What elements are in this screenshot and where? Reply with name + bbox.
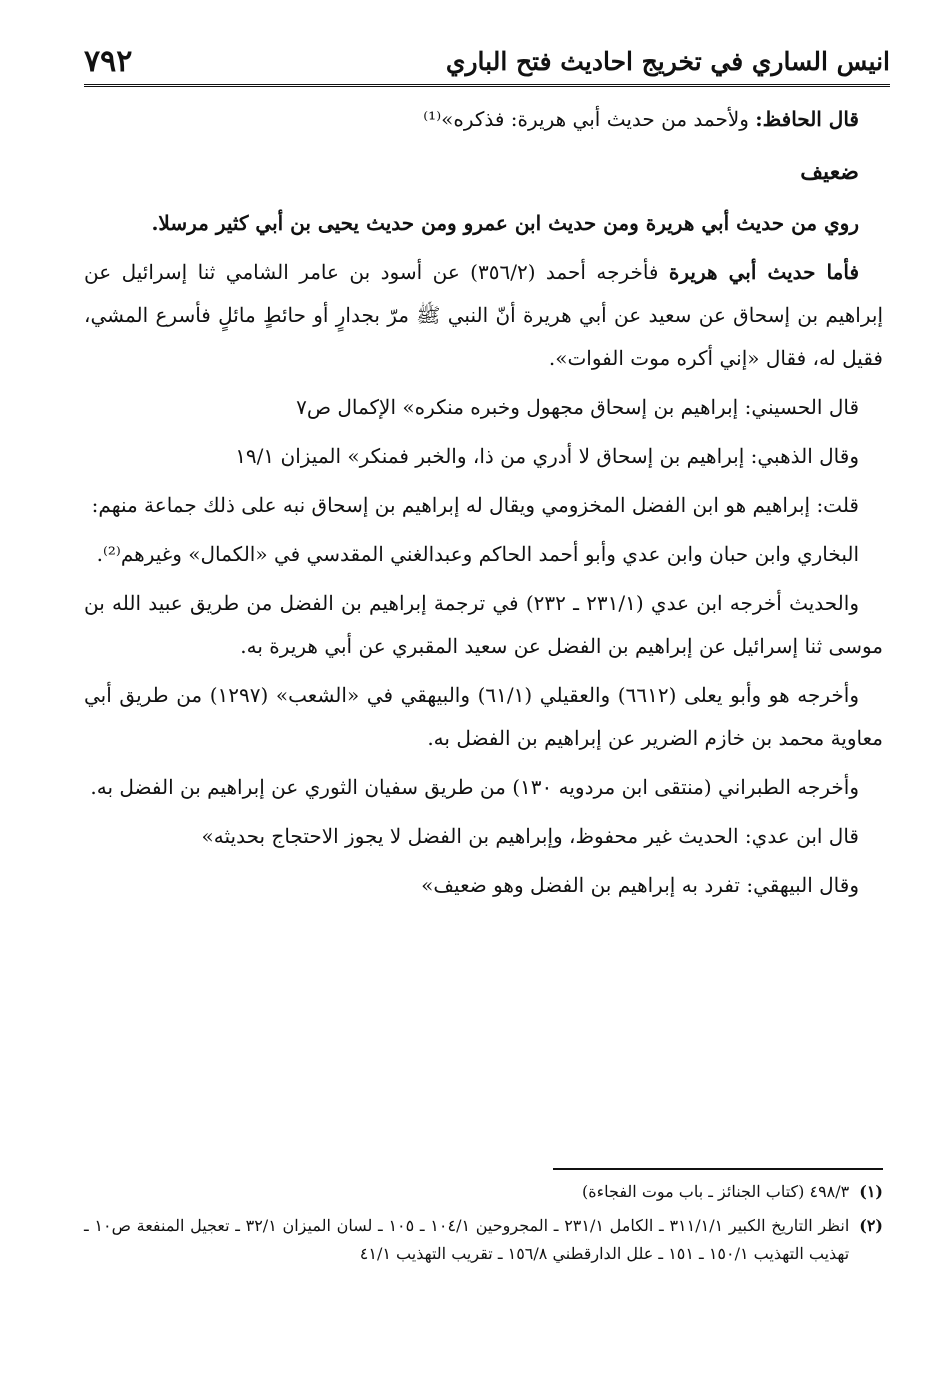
paragraph-note: قلت: إبراهيم هو ابن الفضل المخزومي ويقال له إبراهيم بن إسحاق نبه على ذلك جماعة منهم: — [91, 493, 859, 517]
footnote-mark: (١) — [859, 1182, 883, 1201]
footnote-text: ٤٩٨/٣ (كتاب الجنائز ـ باب موت الفجاءة) — [581, 1182, 850, 1201]
paragraph-tabarani: وأخرجه الطبراني (منتقى ابن مردويه ١٣٠) من طريق سفيان الثوري عن إبراهيم بن الفضل به. — [90, 775, 859, 799]
footnotes — [84, 1178, 883, 1274]
footnote — [84, 1178, 883, 1206]
paragraph-text: فأخرجه أحمد (٣٥٦/٢) عن أسود بن عامر الشامي ثنا إسرائيل عن إبراهيم بن إسحاق عن سعيد عن أبي هريرة أنّ النبي ﷺ مرّ بجدارٍ أو حائطٍ مائلٍ فأسرع المشي، فقيل له، فقال «إني أكره موت الفوات». — [84, 260, 883, 370]
paragraph-scholars: البخاري وابن حبان وابن عدي وأبو أحمد الحاكم وعبدالغني المقدسي في «الكمال» وغيرهم⁽²⁾. — [96, 542, 859, 566]
paragraph-husayni: قال الحسيني: إبراهيم بن إسحاق مجهول وخبره منكره» الإكمال ص٧ — [296, 395, 859, 419]
paragraph-hafiz-quote — [84, 98, 883, 141]
footnote-text: انظر التاريخ الكبير ٣١١/١/١ ـ الكامل ٢٣١/١ ـ المجروحين ١٠٤/١ ـ ١٠٥ ـ لسان الميزان ٣٢/١ ـ تعجيل المنفعة ص١٠ ـ تهذيب التهذيب ١٥٠/١ ـ ١٥١ ـ علل الدارقطني ١٥٦/٨ ـ تقريب التهذيب ٤١/١ — [84, 1216, 850, 1263]
paragraph-text: ولأحمد من حديث أبي هريرة: فذكره»⁽¹⁾ — [423, 107, 756, 131]
footnote-divider — [553, 1168, 883, 1170]
paragraph-dhahabi: وقال الذهبي: إبراهيم بن إسحاق لا أدري من ذا، والخبر فمنكر» الميزان ١٩/١ — [235, 444, 859, 468]
main-text — [84, 98, 883, 913]
footnote — [84, 1212, 883, 1268]
paragraph-lead: قال الحافظ: — [755, 107, 859, 131]
paragraph-bayhaqi-verdict: وقال البيهقي: تفرد به إبراهيم بن الفضل وهو ضعيف» — [421, 873, 859, 897]
paragraph-lead: فأما حديث أبي هريرة — [668, 260, 860, 284]
paragraph-summary: روي من حديث أبي هريرة ومن حديث ابن عمرو ومن حديث يحيى بن أبي كثير مرسلا. — [151, 211, 859, 235]
paragraph-abu-yala: وأخرجه هو وأبو يعلى (٦٦١٢) والعقيلي (٦١/١) والبيهقي في «الشعب» (١٢٩٧) من طريق أبي معاوية محمد بن خازم الضرير عن إبراهيم بن الفضل به. — [84, 683, 883, 750]
running-title: انيس الساري في تخريج احاديث فتح الباري — [445, 46, 890, 76]
page-number: ٧٩٢ — [84, 43, 133, 79]
section-heading: ضعيف — [800, 159, 859, 185]
paragraph-abu-hurayra — [84, 251, 883, 380]
footnote-mark: (٢) — [859, 1216, 883, 1235]
paragraph-ibn-adi: والحديث أخرجه ابن عدي (٢٣١/١ ـ ٢٣٢) في ترجمة إبراهيم بن الفضل من طريق عبيد الله بن موسى ثنا إسرائيل عن إبراهيم بن الفضل عن سعيد المقبري عن أبي هريرة به. — [84, 591, 883, 658]
paragraph-ibn-adi-verdict: قال ابن عدي: الحديث غير محفوظ، وإبراهيم بن الفضل لا يجوز الاحتجاج بحديثه» — [201, 824, 859, 848]
page-header — [84, 38, 890, 87]
